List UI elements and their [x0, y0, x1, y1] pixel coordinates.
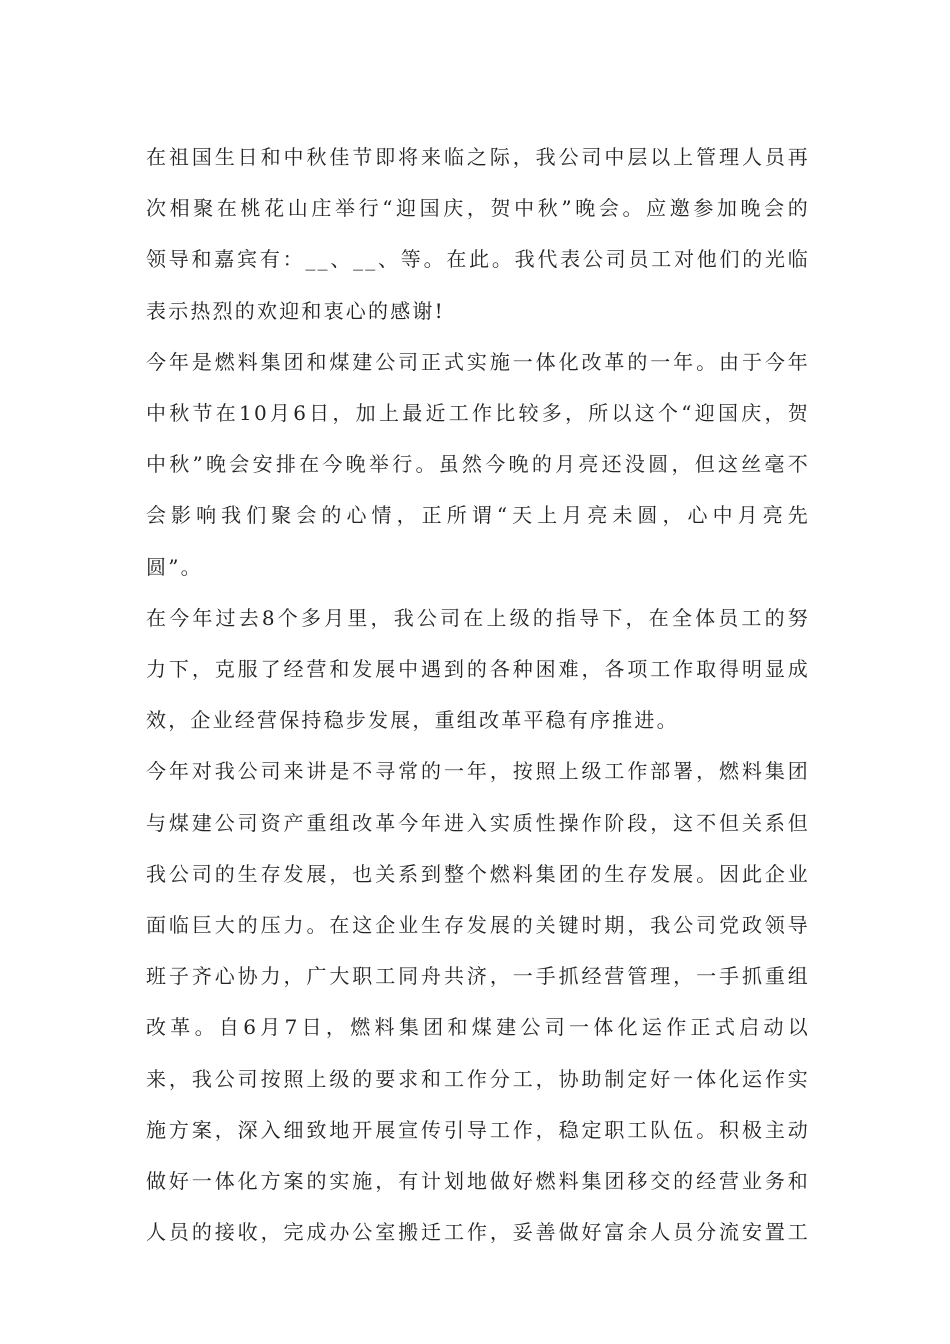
text-line: 会影响我们聚会的心情，正所谓“天上月亮未圆，心中月亮先 [146, 503, 810, 528]
text-line: 今年对我公司来讲是不寻常的一年，按照上级工作部署，燃料集团 [146, 759, 810, 784]
text-line: 在今年过去8个多月里，我公司在上级的指导下，在全体员工的努 [146, 605, 810, 630]
document-page [146, 132, 810, 1258]
text-line: 圆”。 [146, 554, 203, 579]
text-line: 中秋节在10月6日，加上最近工作比较多，所以这个“迎国庆，贺 [146, 401, 810, 426]
paragraph-3 [146, 593, 810, 747]
text-line: 在祖国生日和中秋佳节即将来临之际，我公司中层以上管理人员再 [146, 145, 810, 169]
text-line: 今年是燃料集团和煤建公司正式实施一体化改革的一年。由于今年 [146, 349, 810, 374]
text-line: 人员的接收，完成办公室搬迁工作，妥善做好富余人员分流安置工 [146, 1220, 810, 1245]
text-line: 做好一体化方案的实施，有计划地做好燃料集团移交的经营业务和 [146, 1169, 810, 1194]
text-line: 次相聚在桃花山庄举行“迎国庆，贺中秋”晚会。应邀参加晚会的 [146, 196, 810, 221]
paragraph-1 [146, 132, 810, 337]
text-line: 力下，克服了经营和发展中遇到的各种困难，各项工作取得明显成 [146, 657, 810, 682]
paragraph-4 [146, 746, 810, 1258]
text-line: 施方案，深入细致地开展宣传引导工作，稳定职工队伍。积极主动 [146, 1117, 810, 1142]
paragraph-2 [146, 337, 810, 593]
text-line: 班子齐心协力，广大职工同舟共济，一手抓经营管理，一手抓重组 [146, 964, 810, 989]
text-line: 面临巨大的压力。在这企业生存发展的关键时期，我公司党政领导 [146, 913, 810, 938]
text-line: 效，企业经营保持稳步发展，重组改革平稳有序推进。 [146, 708, 679, 733]
text-line: 改革。自6月7日，燃料集团和煤建公司一体化运作正式启动以 [146, 1015, 810, 1040]
text-line: 领导和嘉宾有：__、__、等。在此。我代表公司员工对他们的光临 [146, 247, 810, 272]
text-line: 来，我公司按照上级的要求和工作分工，协助制定好一体化运作实 [146, 1066, 810, 1091]
text-line: 中秋”晚会安排在今晚举行。虽然今晚的月亮还没圆，但这丝毫不 [146, 452, 810, 477]
text-line: 与煤建公司资产重组改革今年进入实质性操作阶段，这不但关系但 [146, 810, 810, 835]
text-line: 我公司的生存发展，也关系到整个燃料集团的生存发展。因此企业 [146, 861, 810, 886]
text-line: 表示热烈的欢迎和衷心的感谢! [146, 298, 445, 323]
